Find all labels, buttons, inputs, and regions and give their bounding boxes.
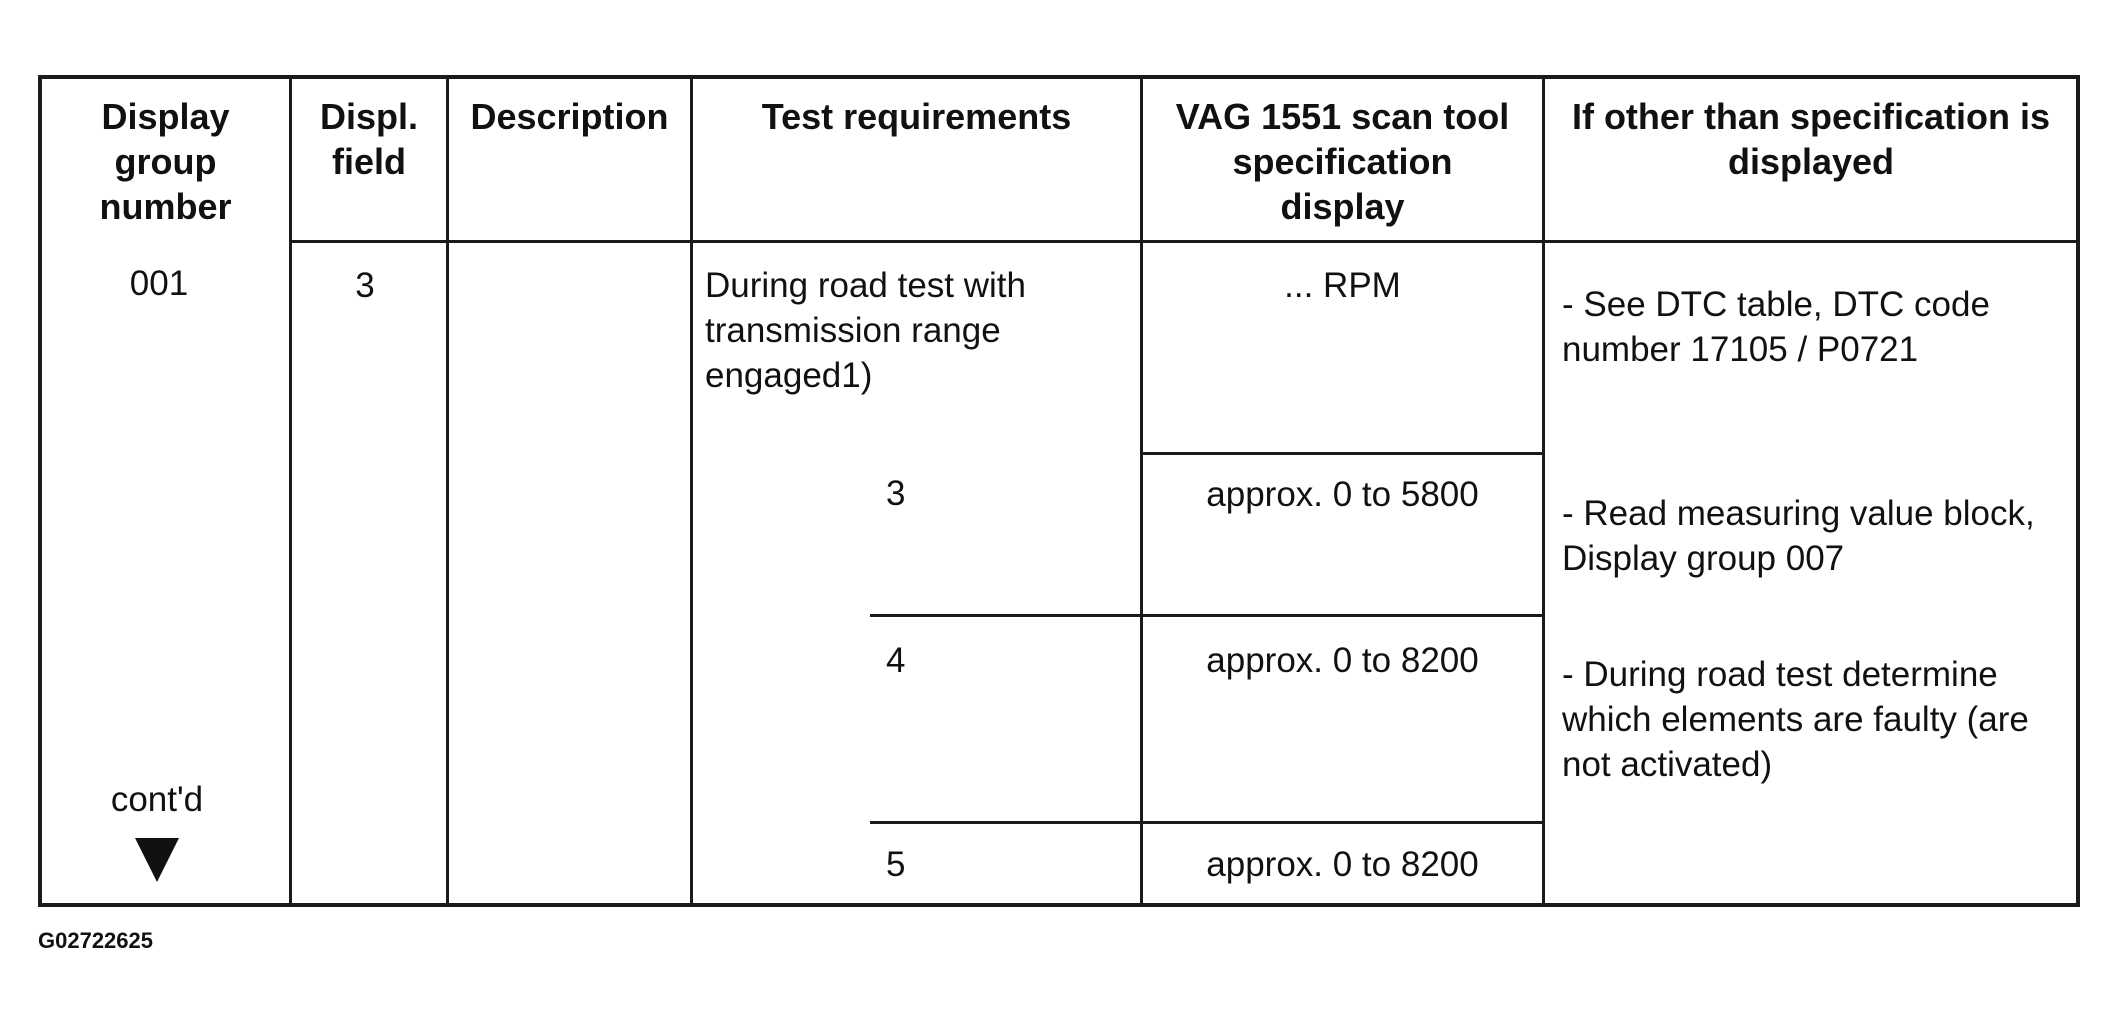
contd-label: cont'd [110,780,204,819]
gear-value: 4 [886,641,906,680]
displ-field-value: 3 [355,266,375,305]
col-divider [690,75,693,907]
row-divider [870,614,1544,617]
col-divider [446,75,449,907]
action-text: - During road test determine which elements are faulty (are not activated) [1562,655,2029,784]
header-divider [289,240,2080,243]
header-test-requirements: Test requirements [761,96,1072,137]
header-display-group-number: Display group number [99,96,232,227]
action-text: - See DTC table, DTC code number 17105 / P0721 [1562,285,1990,369]
down-triangle-icon [135,838,179,882]
action-text: - Read measuring value block, Display group 007 [1562,494,2035,578]
figure-id: G02722625 [38,928,153,953]
spec-value: ... RPM [1284,266,1401,305]
spec-value: approx. 0 to 8200 [1206,845,1479,884]
col-divider [289,75,292,907]
header-if-other: If other than specification is displayed [1571,96,2051,182]
spec-value: approx. 0 to 5800 [1206,475,1479,514]
header-displ-field: Displ. field [319,96,418,182]
test-requirement-text: During road test with transmission range engaged1) [705,266,1026,395]
row-divider [1140,452,1544,455]
spec-value: approx. 0 to 8200 [1206,641,1479,680]
display-group-value: 001 [129,264,189,303]
gear-value: 5 [886,845,906,884]
header-scan-tool-display: VAG 1551 scan tool specification display [1175,96,1510,227]
row-divider [870,821,1544,824]
col-divider [1542,75,1545,907]
gear-value: 3 [886,474,906,513]
header-description: Description [470,96,669,137]
